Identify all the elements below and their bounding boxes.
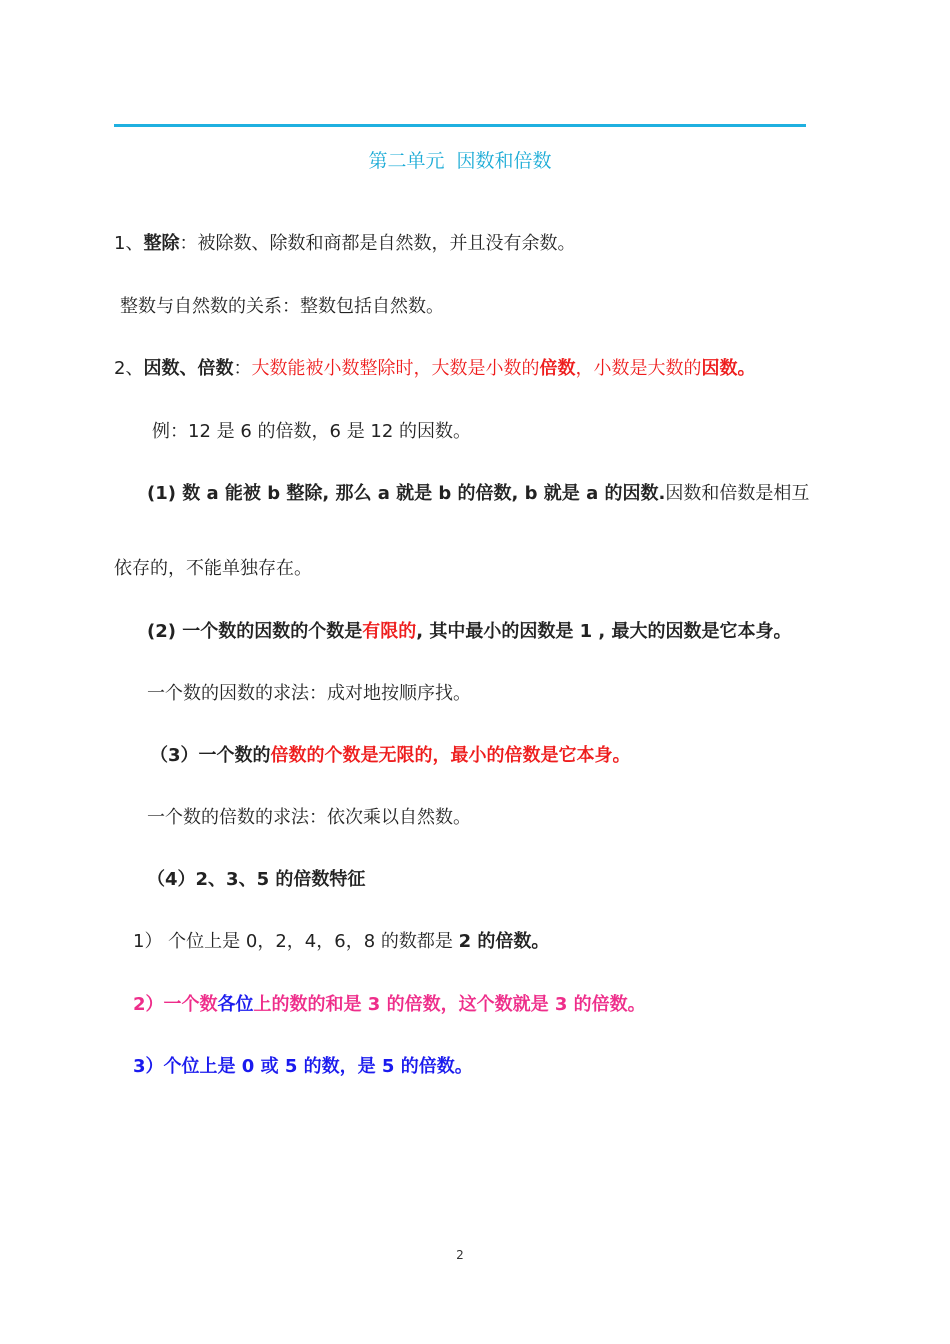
section-2-text-a: 大数能被小数整除时，大数是小数的	[251, 358, 540, 379]
section-1-definition	[114, 232, 575, 256]
point-3	[150, 744, 631, 768]
page-title: 第二单元 因数和倍数	[368, 150, 552, 172]
rule-2-text-a: 2）一个数	[133, 994, 218, 1015]
point-2-text-c: , 其中最小的因数是 1 , 最大的因数是它本身。	[416, 621, 792, 642]
rule-3: 3）个位上是 0 或 5 的数，是 5 的倍数。	[133, 1056, 473, 1077]
rule-2	[133, 993, 646, 1017]
point-4-title: （4）2、3、5 的倍数特征	[147, 869, 366, 890]
section-2-text-b: 倍数	[539, 358, 576, 379]
rule-2-text-b: 各位	[217, 994, 254, 1015]
point-3-text-b: 倍数的个数是无限的，最小的倍数是它本身。	[270, 745, 631, 766]
rule-1-text: 1） 个位上是 0，2，4，6，8 的数都是	[133, 931, 459, 952]
section-2-text-c: ，小数是大数的	[575, 358, 702, 379]
section-2-definition	[114, 357, 755, 381]
point-1-continuation: 依存的，不能单独存在。	[114, 558, 312, 579]
section-1-number: 1、	[114, 233, 144, 254]
rule-1	[133, 930, 549, 954]
section-2-term: 因数、倍数	[143, 358, 234, 379]
section-2-example: 例：12 是 6 的倍数，6 是 12 的因数。	[152, 421, 472, 442]
multiple-method: 一个数的倍数的求法：依次乘以自然数。	[147, 807, 471, 828]
section-1-note: 整数与自然数的关系：整数包括自然数。	[120, 296, 444, 317]
section-1-term: 整除	[143, 233, 180, 254]
factor-method: 一个数的因数的求法：成对地按顺序找。	[147, 683, 471, 704]
rule-2-text-c: 上的数的和是 3 的倍数，这个数就是 3 的倍数。	[253, 994, 646, 1015]
section-2-number: 2、	[114, 358, 144, 379]
rule-1-bold: 2 的倍数。	[458, 931, 550, 952]
point-1-rest: 因数和倍数是相互	[665, 483, 810, 504]
header-rule	[114, 124, 806, 127]
page-number: 2	[456, 1248, 464, 1262]
section-2-colon: ：	[233, 358, 252, 379]
section-2-text-d: 因数。	[701, 358, 756, 379]
point-1	[147, 482, 809, 506]
point-2-text-a: (2) 一个数的因数的个数是	[147, 621, 363, 642]
point-2-text-b: 有限的	[362, 621, 417, 642]
section-1-text: ：被除数、除数和商都是自然数，并且没有余数。	[179, 233, 576, 254]
point-2	[147, 620, 792, 644]
point-3-text-a: （3）一个数的	[150, 745, 271, 766]
point-1-bold: (1) 数 a 能被 b 整除, 那么 a 就是 b 的倍数, b 就是 a 的因数.	[147, 483, 666, 504]
